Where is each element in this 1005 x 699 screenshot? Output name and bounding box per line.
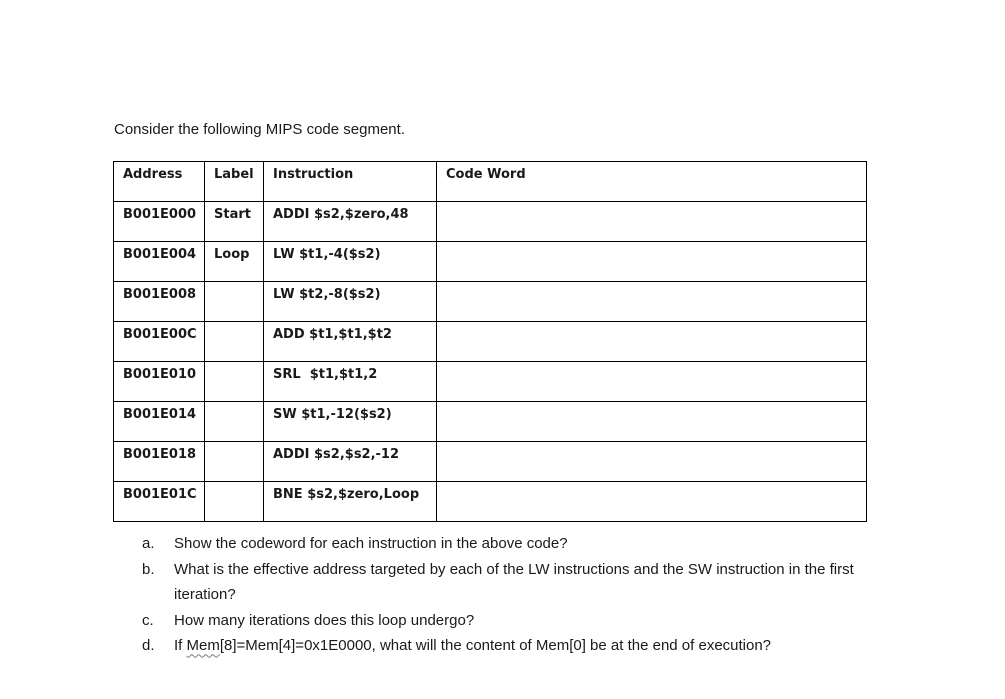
address-cell: B001E018 <box>114 442 205 482</box>
intro-text: Consider the following MIPS code segment. <box>114 121 405 138</box>
code-word-cell <box>437 442 867 482</box>
table-row <box>114 282 867 322</box>
address-cell: B001E000 <box>114 202 205 242</box>
address-cell: B001E014 <box>114 402 205 442</box>
label-cell <box>205 322 264 362</box>
code-word-cell <box>437 202 867 242</box>
question-item <box>142 633 892 659</box>
header-code-word: Code Word <box>437 162 867 202</box>
mips-code-table <box>113 161 867 522</box>
question-text: What is the effective address targeted by each of the LW instructions and the SW instruction in the first iteration? <box>174 560 854 604</box>
question-item <box>142 608 892 634</box>
instruction-cell: ADD $t1,$t1,$t2 <box>264 322 437 362</box>
question-marker: b. <box>142 560 155 578</box>
instruction-cell: BNE $s2,$zero,Loop <box>264 482 437 522</box>
instruction-cell: LW $t2,-8($s2) <box>264 282 437 322</box>
table-row <box>114 442 867 482</box>
address-cell: B001E00C <box>114 322 205 362</box>
question-marker: a. <box>142 535 155 552</box>
label-cell <box>205 402 264 442</box>
code-word-cell <box>437 402 867 442</box>
question-list <box>142 531 892 659</box>
label-cell <box>205 362 264 402</box>
question-text: Show the codeword for each instruction in the above code? <box>174 535 568 552</box>
header-address: Address <box>114 162 205 202</box>
table-row <box>114 202 867 242</box>
table-row <box>114 362 867 402</box>
label-cell: Start <box>205 202 264 242</box>
table-row <box>114 482 867 522</box>
header-label: Label <box>205 162 264 202</box>
address-cell: B001E004 <box>114 242 205 282</box>
address-cell: B001E010 <box>114 362 205 402</box>
question-item <box>142 557 892 608</box>
question-marker: c. <box>142 611 154 629</box>
code-word-cell <box>437 362 867 402</box>
header-instruction: Instruction <box>264 162 437 202</box>
instruction-cell: LW $t1,-4($s2) <box>264 242 437 282</box>
label-cell: Loop <box>205 242 264 282</box>
instruction-cell: SRL $t1,$t1,2 <box>264 362 437 402</box>
label-cell <box>205 282 264 322</box>
instruction-cell: SW $t1,-12($s2) <box>264 402 437 442</box>
question-text: How many iterations does this loop undergo? <box>174 611 475 629</box>
table-header-row <box>114 162 867 202</box>
instruction-cell: ADDI $s2,$s2,-12 <box>264 442 437 482</box>
address-cell: B001E01C <box>114 482 205 522</box>
code-word-cell <box>437 322 867 362</box>
table-row <box>114 402 867 442</box>
question-marker: d. <box>142 637 155 655</box>
code-word-cell <box>437 282 867 322</box>
code-word-cell <box>437 482 867 522</box>
code-word-cell <box>437 242 867 282</box>
table-row <box>114 242 867 282</box>
address-cell: B001E008 <box>114 282 205 322</box>
label-cell <box>205 442 264 482</box>
table-row <box>114 322 867 362</box>
question-item <box>142 531 892 557</box>
question-text-prefix: If <box>174 637 187 655</box>
question-text-rest: [8]=Mem[4]=0x1E0000, what will the content of Mem[0] be at the end of execution? <box>219 637 772 655</box>
spellcheck-flagged-word: Mem <box>186 637 220 655</box>
label-cell <box>205 482 264 522</box>
instruction-cell: ADDI $s2,$zero,48 <box>264 202 437 242</box>
